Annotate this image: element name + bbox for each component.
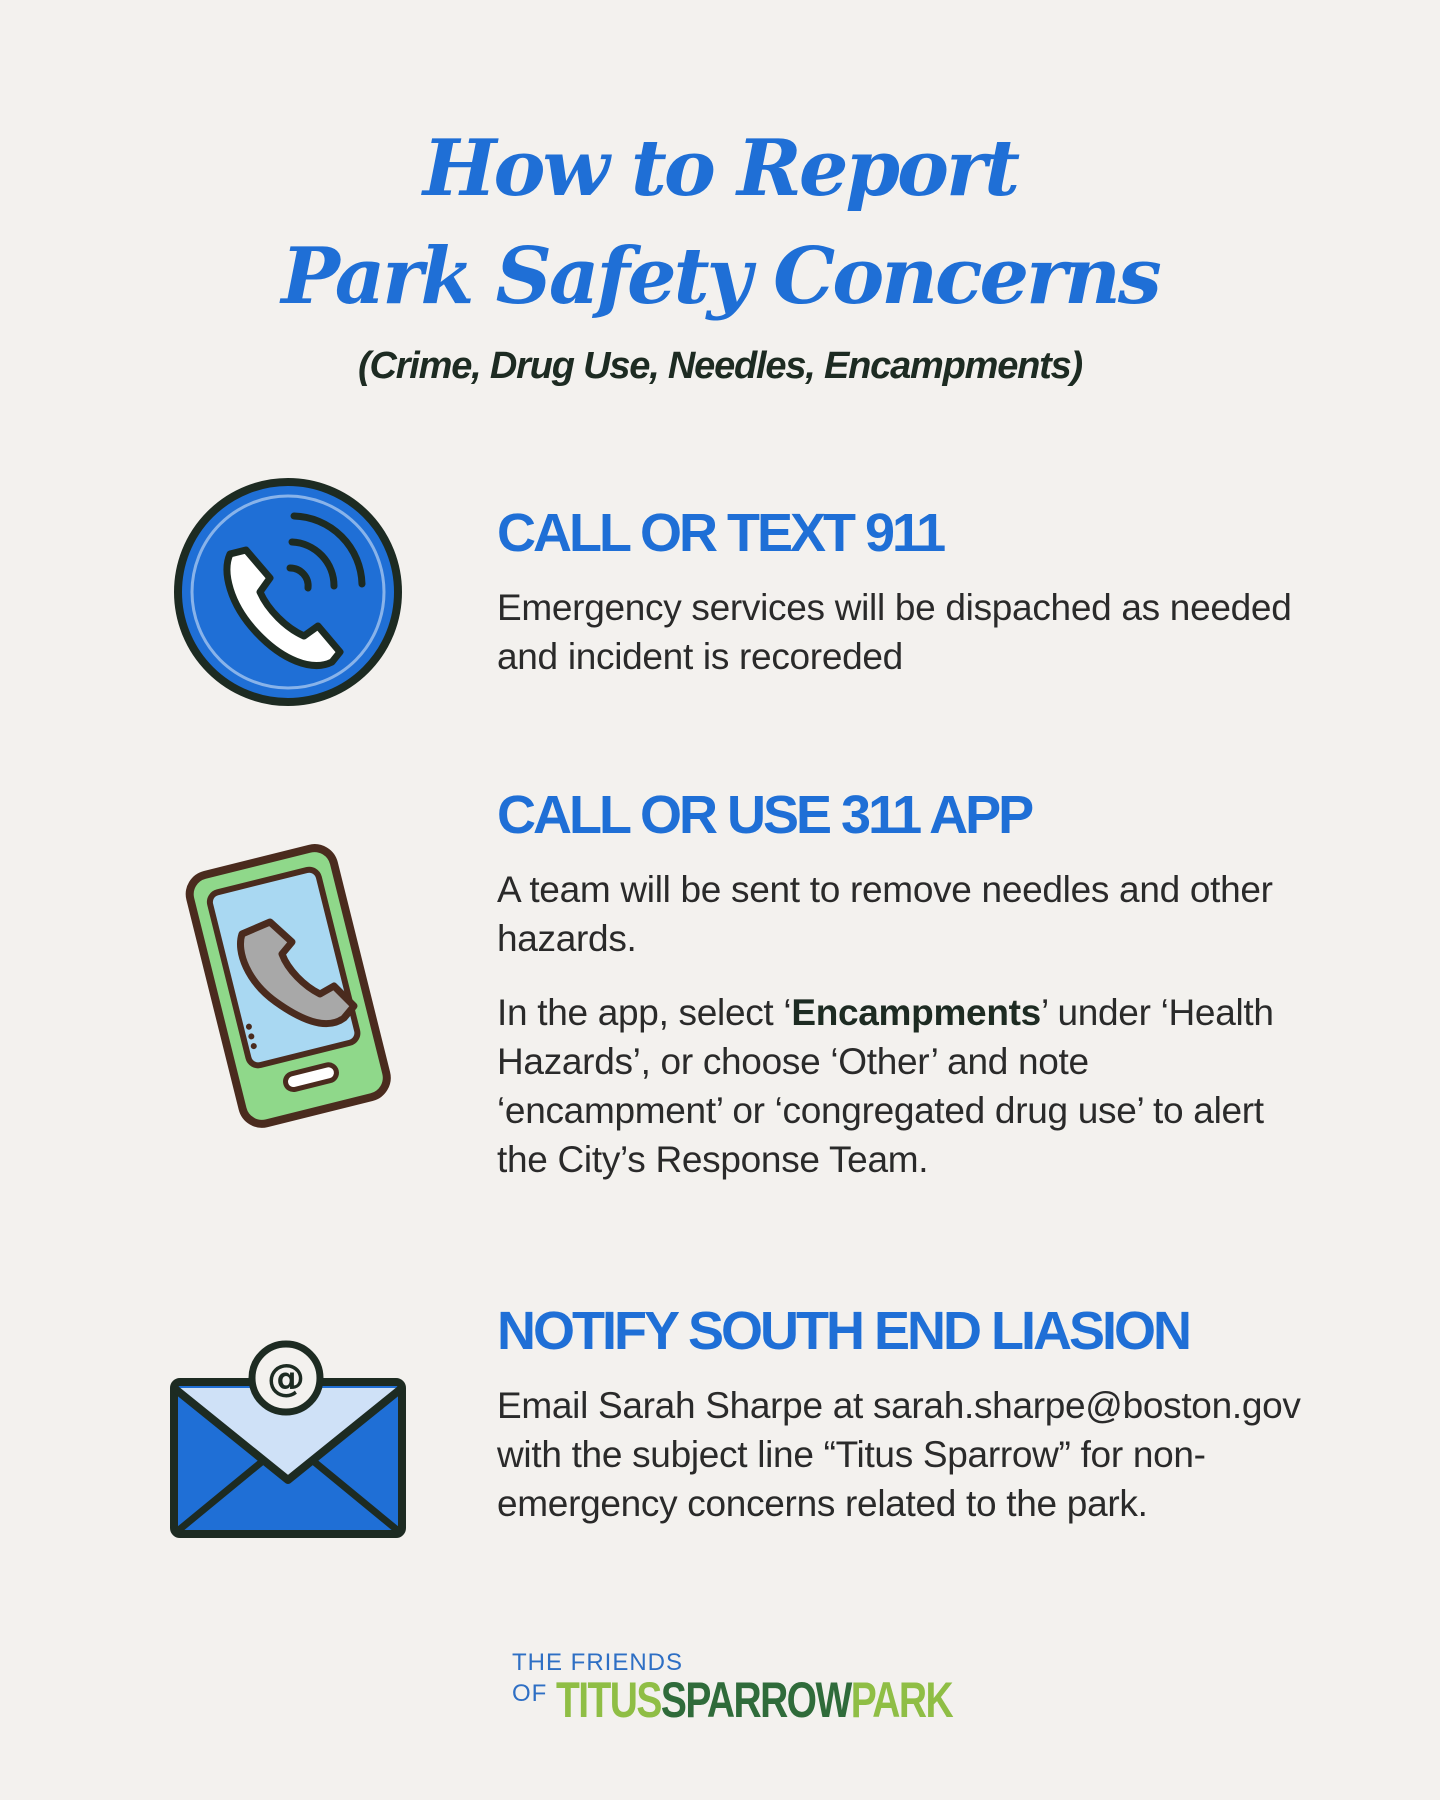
logo-sparrow: SPARROW <box>660 1672 851 1728</box>
logo-titus: TITUS <box>556 1672 661 1728</box>
app-instructions-suffix: ’ under ‘Health Hazards’, or choose ‘Other’ and note ‘encampment’ or ‘congregated drug use’ to alert the City’s Response Team. <box>497 992 1274 1180</box>
section-body-311-app-instructions <box>497 988 1317 1184</box>
page-title-line-2: Park Safety Concerns <box>281 231 1159 322</box>
section-body-liaison: Email Sarah Sharpe at sarah.sharpe@boston.gov with the subject line “Titus Sparrow” for non-emergency concerns related to the park. <box>497 1385 1301 1524</box>
page-subtitle: (Crime, Drug Use, Needles, Encampments) <box>358 345 1082 387</box>
section-heading-311: CALL OR USE 311 APP <box>497 785 1032 845</box>
phone-call-icon <box>172 476 404 708</box>
section-heading-911: CALL OR TEXT 911 <box>497 503 944 563</box>
email-envelope-icon <box>168 1338 408 1542</box>
logo-wordmark <box>556 1672 952 1728</box>
page-title-line-1: How to Report <box>422 123 1018 214</box>
app-instructions-prefix: In the app, select ‘ <box>497 992 792 1033</box>
section-body-911: Emergency services will be dispached as needed and incident is recoreded <box>497 587 1292 677</box>
svg-text:@: @ <box>267 1356 305 1400</box>
section-body-311: A team will be sent to remove needles and other hazards. <box>497 869 1273 959</box>
mobile-phone-icon <box>178 840 398 1130</box>
section-heading-liaison: NOTIFY SOUTH END LIASION <box>497 1301 1190 1361</box>
app-instructions-bold: Encampments <box>791 992 1041 1033</box>
logo-of: OF <box>512 1680 548 1707</box>
logo-park: PARK <box>850 1672 953 1728</box>
logo-the-friends: THE FRIENDS <box>512 1649 684 1676</box>
